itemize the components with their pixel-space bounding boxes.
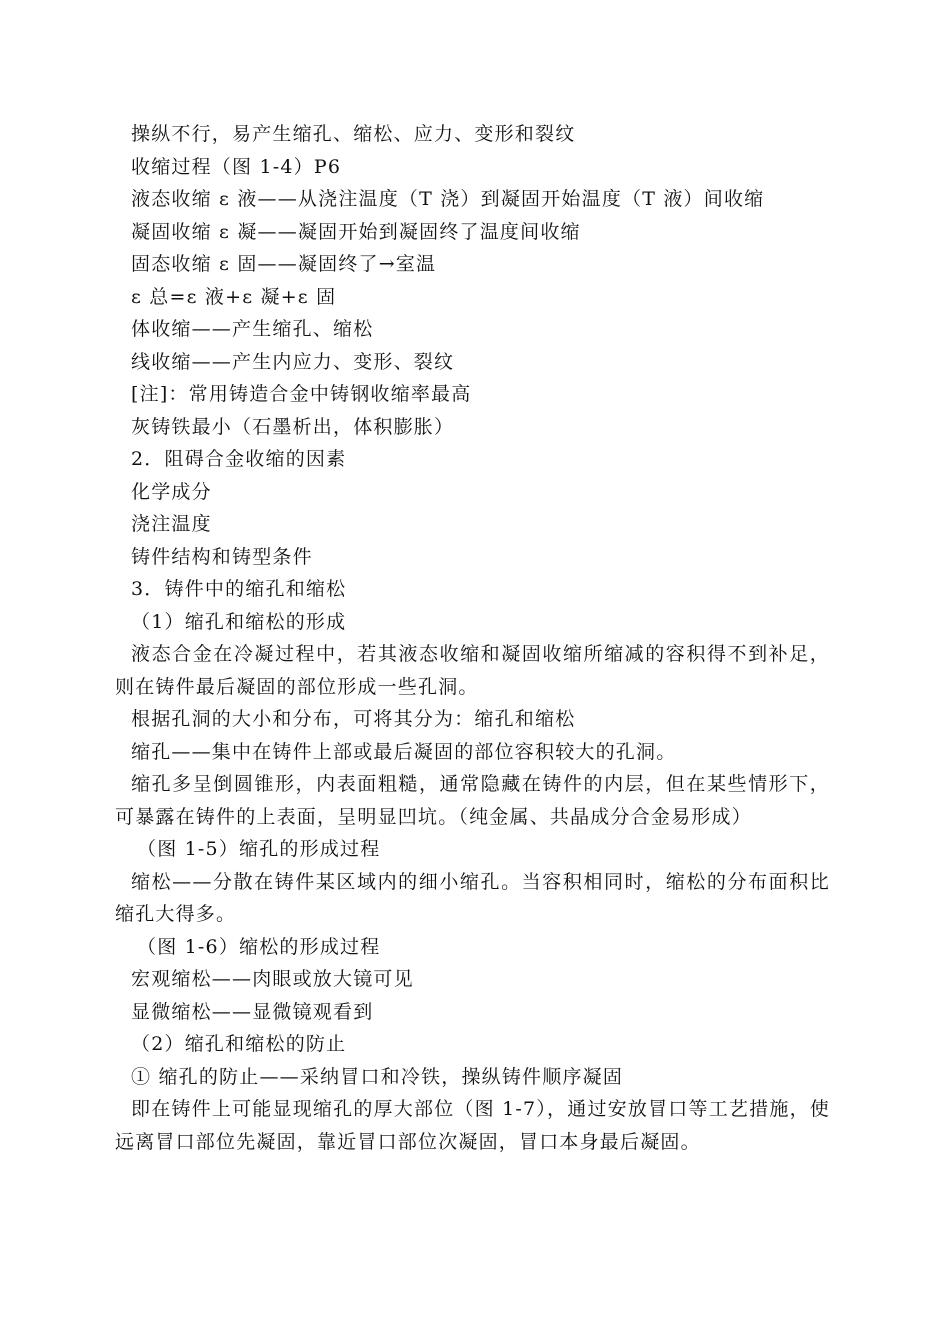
text-line: 浇注温度 [131,513,212,535]
text-line: 凝固收缩 ε 凝——凝固开始到凝固终了温度间收缩 [131,220,581,243]
subsection-heading: （2）缩孔和缩松的防止 [131,1033,347,1055]
text-line: 液态收缩 ε 液——从浇注温度（T 浇）到凝固开始温度（T 液）间收缩 [131,188,765,210]
paragraph: 液态合金在冷凝过程中，若其液态收缩和凝固收缩所缩减的容积得不到补足，则在铸件最后凝固的部位形成一些孔洞。 [115,643,830,698]
subsection-heading: （1）缩孔和缩松的形成 [131,610,347,633]
paragraph: 即在铸件上可能显现缩孔的厚大部位（图 1-7），通过安放冒口等工艺措施，使远离冒口部位先凝固，靠近冒口部位次凝固，冒口本身最后凝固。 [115,1098,830,1153]
formula-line: ε 总=ε 液+ε 凝+ε 固 [131,285,337,308]
text-line: 显微缩松——显微镜观看到 [131,1000,374,1023]
text-line: 灰铸铁最小（石墨析出，体积膨胀） [131,415,455,438]
section-heading: 3．铸件中的缩孔和缩松 [131,578,347,600]
figure-reference: （图 1-6）缩松的形成过程 [137,935,381,958]
text-line: ① 缩孔的防止——采纳冒口和冷铁，操纵铸件顺序凝固 [131,1065,624,1088]
body-text [115,118,830,1158]
paragraph: 缩松——分散在铸件某区域内的细小缩孔。当容积相同时，缩松的分布面积比缩孔大得多。 [115,870,830,925]
note-line: [注]：常用铸造合金中铸钢收缩率最高 [131,383,472,405]
text-line: 固态收缩 ε 固——凝固终了→室温 [131,253,437,275]
text-line: 缩孔——集中在铸件上部或最后凝固的部位容积较大的孔洞。 [131,740,677,763]
text-line: 化学成分 [131,480,212,503]
paragraph: 缩孔多呈倒圆锥形，内表面粗糙，通常隐藏在铸件的内层，但在某些情形下，可暴露在铸件的上表面，呈明显凹坑。（纯金属、共晶成分合金易形成） [115,773,830,828]
text-line: 线收缩——产生内应力、变形、裂纹 [131,350,455,373]
text-line: 根据孔洞的大小和分布，可将其分为：缩孔和缩松 [131,708,576,730]
section-heading: 2．阻碍合金收缩的因素 [131,448,347,470]
text-line: 操纵不行，易产生缩孔、缩松、应力、变形和裂纹 [131,123,576,145]
text-line: 体收缩——产生缩孔、缩松 [131,318,374,340]
figure-reference: （图 1-5）缩孔的形成过程 [137,838,381,860]
text-line: 收缩过程（图 1-4）P6 [131,155,342,178]
text-line: 铸件结构和铸型条件 [131,545,313,568]
text-line: 宏观缩松——肉眼或放大镜可见 [131,968,414,990]
